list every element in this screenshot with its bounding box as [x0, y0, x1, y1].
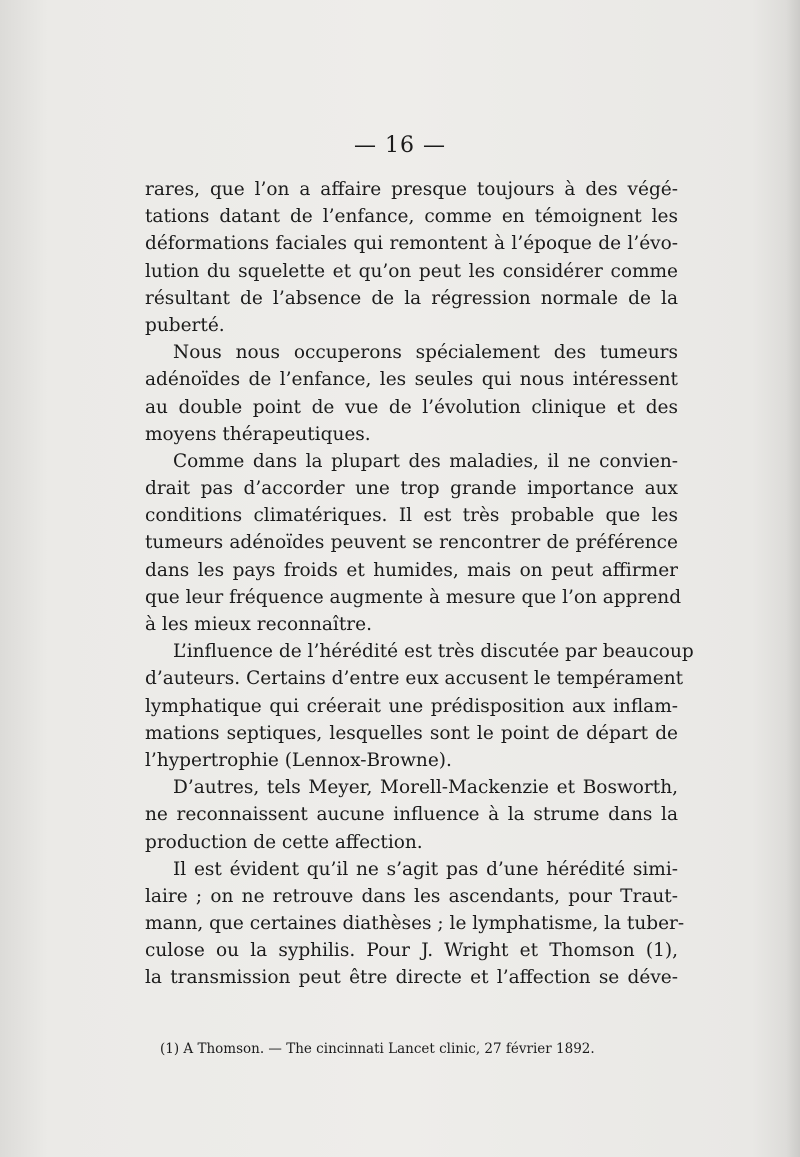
paragraph	[145, 448, 682, 638]
text-line: mations septiques, lesquelles sont le point de départ de	[145, 722, 678, 744]
text-line: l’hypertrophie (Lennox-Browne).	[145, 749, 452, 771]
text-line: au double point de vue de l’évolution clinique et des	[145, 396, 678, 418]
page-number: — 16 —	[354, 133, 446, 158]
text-line: rares, que l’on a affaire presque toujours à des végé-	[145, 179, 678, 200]
text-line: Il est évident qu’il ne s’agit pas d’une hérédité simi-	[173, 858, 678, 880]
text-line: production de cette affection.	[145, 831, 423, 853]
text-line: drait pas d’accorder une trop grande importance aux	[145, 478, 678, 500]
text-line: L’influence de l’hérédité est très discutée par beaucoup	[173, 641, 694, 663]
text-line: puberté.	[145, 314, 225, 336]
text-line: D’autres, tels Meyer, Morell-Mackenzie et Bosworth,	[173, 777, 678, 799]
text-line: d’auteurs. Certains d’entre eux accusent le tempérament	[145, 668, 684, 690]
text-line: que leur fréquence augmente à mesure que l’on apprend	[145, 586, 682, 608]
paragraph	[145, 638, 694, 774]
text-line: culose ou la syphilis. Pour J. Wright et Thomson (1),	[145, 940, 678, 962]
text-line: laire ; on ne retrouve dans les ascendants, pour Traut-	[145, 885, 678, 907]
text-line: conditions climatériques. Il est très probable que les	[145, 505, 678, 527]
body-text	[145, 176, 694, 992]
text-line: tations datant de l’enfance, comme en témoignent les	[145, 206, 678, 228]
text-line: dans les pays froids et humides, mais on peut affirmer	[145, 559, 678, 581]
text-line: résultant de l’absence de la régression normale de la	[145, 287, 678, 309]
text-line: la transmission peut être directe et l’affection se déve-	[145, 967, 678, 989]
footnote: (1) A Thomson. — The cincinnati Lancet clinic, 27 février 1892.	[160, 1041, 595, 1057]
text-line: déformations faciales qui remontent à l’époque de l’évo-	[145, 233, 678, 255]
paragraph	[145, 856, 685, 992]
text-line: tumeurs adénoïdes peuvent se rencontrer de préférence	[145, 532, 678, 554]
text-line: mann, que certaines diathèses ; le lymphatisme, la tuber-	[145, 913, 685, 935]
text-line: moyens thérapeutiques.	[145, 423, 371, 445]
text-line: Comme dans la plupart des maladies, il ne convien-	[173, 450, 678, 472]
text-line: ne reconnaissent aucune influence à la strume dans la	[145, 804, 678, 826]
paragraph	[145, 339, 678, 448]
paragraph	[145, 176, 678, 339]
text-line: lymphatique qui créerait une prédisposition aux inflam-	[145, 695, 678, 717]
page-edge-shadow	[786, 0, 800, 1157]
text-line: adénoïdes de l’enfance, les seules qui nous intéressent	[145, 369, 678, 391]
text-line: à les mieux reconnaître.	[145, 614, 372, 635]
paragraph	[145, 774, 678, 856]
text-line: lution du squelette et qu’on peut les considérer comme	[145, 260, 678, 282]
text-line: Nous nous occuperons spécialement des tumeurs	[173, 342, 678, 364]
